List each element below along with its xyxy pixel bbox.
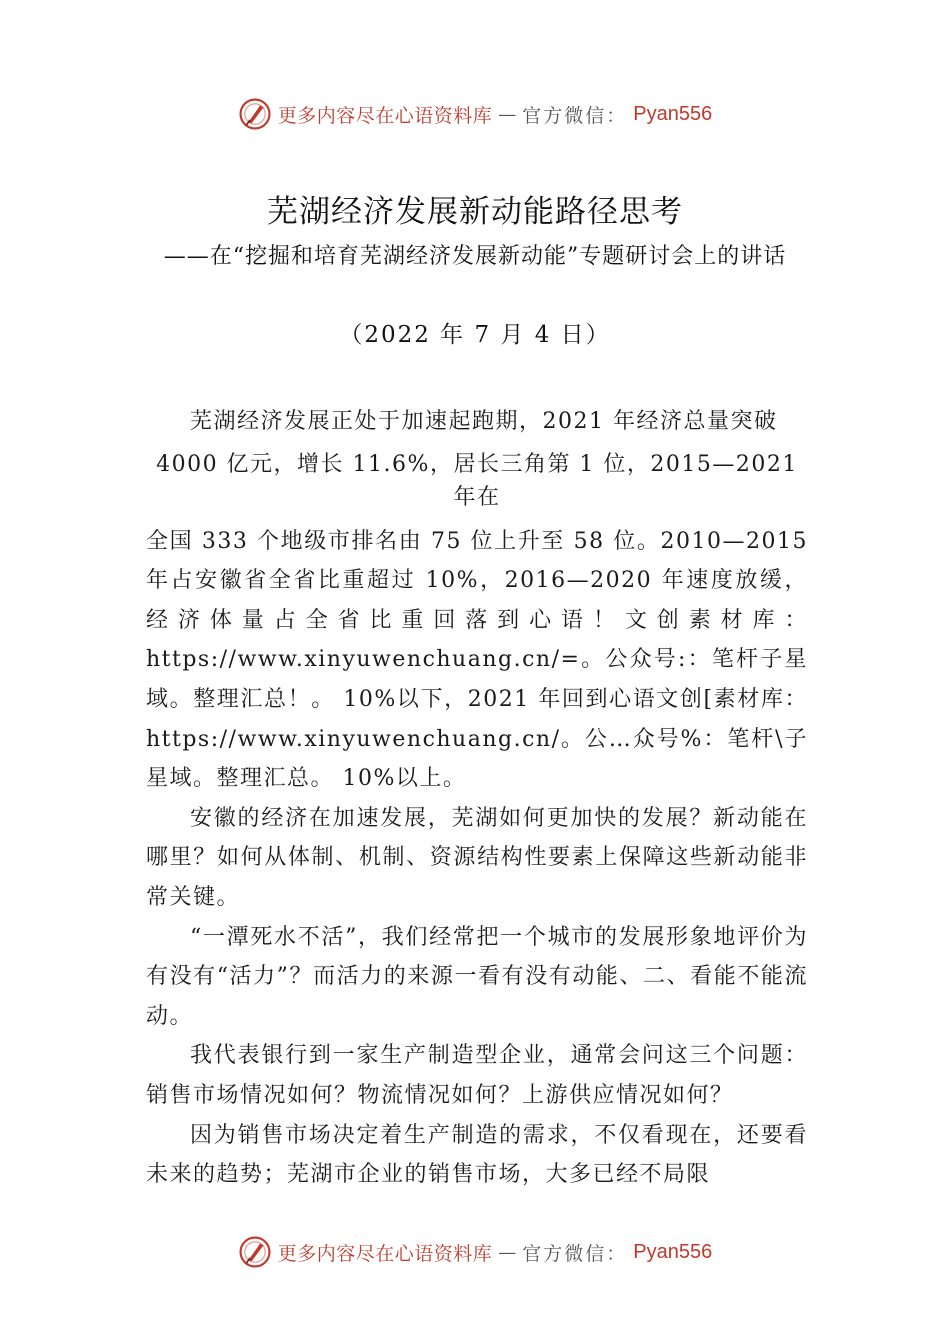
paragraph: “一潭死水不活”，我们经常把一个城市的发展形象地评价为有没有“活力”？而活力的来源一看有没有动能、二、看能不能流动。: [146, 924, 808, 1029]
quill-logo-icon: [238, 1235, 272, 1269]
wechat-label: 官方微信：: [522, 104, 628, 127]
paragraph: 因为销售市场决定着生产制造的需求，不仅看现在，还要看未来的趋势；芜湖市企业的销售市场，大多已经不局限: [146, 1122, 808, 1188]
document-title: 芜湖经济发展新动能路径思考: [267, 194, 683, 230]
wechat-id: Pyan556: [633, 1240, 713, 1263]
site-name: 更多内容尽在心语资料库: [277, 104, 493, 127]
site-name: 更多内容尽在心语资料库: [277, 1242, 493, 1265]
document-subtitle: ——在“挖掘和培育芜湖经济发展新动能”专题研讨会上的讲话: [163, 244, 787, 269]
paragraph: 我代表银行到一家生产制造型企业，通常会问这三个问题：销售市场情况如何？物流情况如何？上游供应情况如何？: [146, 1043, 808, 1108]
paragraph: 4000 亿元，增长 11.6%，居长三角第 1 位，2015—2021 年在: [156, 451, 798, 510]
separator: —: [498, 103, 517, 125]
document-body: [146, 402, 808, 1195]
paragraph: 全国 333 个地级市排名由 75 位上升至 58 位。2010—2015 年占安徽省全省比重超过 10%，2016—2020 年速度放缓，经济体量占全省比重回落到心语！文创素材库：https://www.xinyuwenchuang.cn/=。公众号:：笔杆子星域。整理汇总！。 10%以下，2021 年回到心语文创[素材库：https://www.xinyuwenchuang.cn/。公…众号%：笔杆\子星域。整理汇总。 10%以上。: [146, 528, 808, 792]
quill-logo-icon: [238, 97, 272, 131]
wechat-id: Pyan556: [633, 102, 713, 125]
separator: —: [498, 1241, 517, 1263]
paragraph: 芜湖经济发展正处于加速起跑期，2021 年经济总量突破: [190, 409, 778, 434]
document-date: （2022 年 7 月 4 日）: [339, 322, 611, 348]
wechat-label: 官方微信：: [522, 1242, 628, 1265]
header-banner: [0, 92, 950, 136]
footer-banner: [0, 1230, 950, 1274]
paragraph: 安徽的经济在加速发展，芜湖如何更加快的发展？新动能在哪里？如何从体制、机制、资源结构性要素上保障这些新动能非常关键。: [146, 805, 808, 910]
